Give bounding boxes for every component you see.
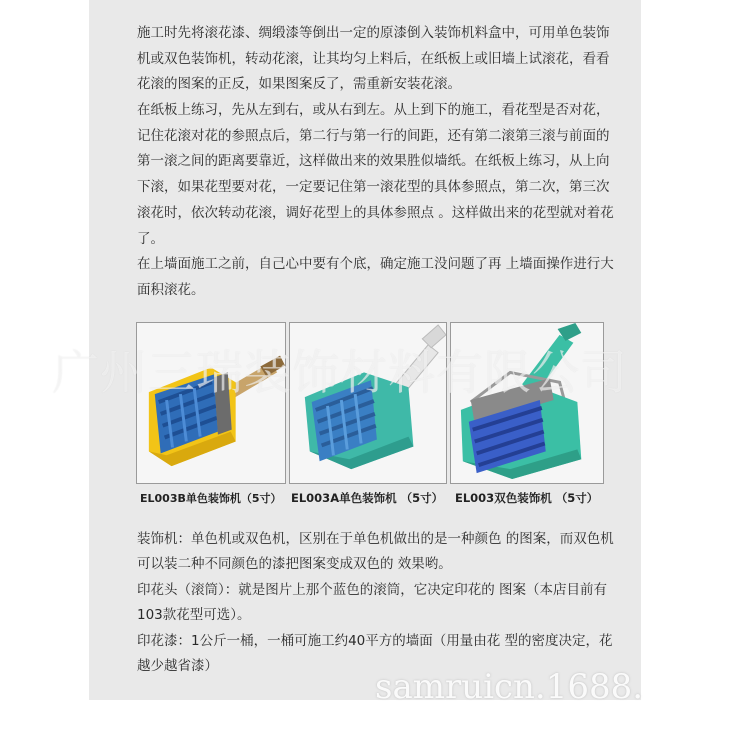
company-watermark: 广州三瑞装饰材料有限公司 [52,346,628,401]
intro-paragraph-1: 施工时先将滚花漆、绸缎漆等倒出一定的原漆倒入装饰机料盒中，可用单色装饰机或双色装饰机，转动花滚，让其均匀上料后，在纸板上或旧墙上试滚花，看看花滚的图案的正反，如果图案反了，需重新安装花滚。 [137,25,610,93]
detail-paragraph-paint: 印花漆：1公斤一桶，一桶可施工约40平方的墙面（用量由花 型的密度决定，花越少越省漆） [137,633,613,675]
product-caption-el003a: EL003A单色装饰机 （5寸） [291,491,444,505]
intro-paragraph-2: 在纸板上练习，先从左到右，或从右到左。从上到下的施工，看花型是否对花，记住花滚对花的参照点后，第二行与第一行的间距，还有第二滚第三滚与前面的第一滚之间的距离要靠近，这样做出来的效果胜似墙纸。在纸板上练习，从上向下滚，如果花型要对花，一定要记住第一滚花型的具体参照点，第二次，第三次滚花时，依次转动花滚，调好花型上的具体参照点 。这样做出来的花型就对着花了。 [137,102,614,247]
detail-paragraph-machine: 装饰机：单色机或双色机，区别在于单色机做出的是一种颜色 的图案，而双色机可以装二种不同颜色的漆把图案变成双色的 效果哟。 [137,531,614,573]
product-caption-el003b: EL003B单色装饰机（5寸） [140,492,282,505]
product-caption-el003: EL003双色装饰机 （5寸） [455,491,599,505]
detail-paragraph-roller-head: 印花头（滚筒）：就是图片上那个蓝色的滚筒，它决定印花的 图案（本店目前有103款花型可选）。 [137,582,608,624]
intro-paragraph-3: 在上墙面施工之前，自己心中要有个底，确定施工没问题了再 上墙面操作进行大面积滚花。 [137,256,614,298]
domain-watermark: samruicn.1688. [375,667,644,707]
